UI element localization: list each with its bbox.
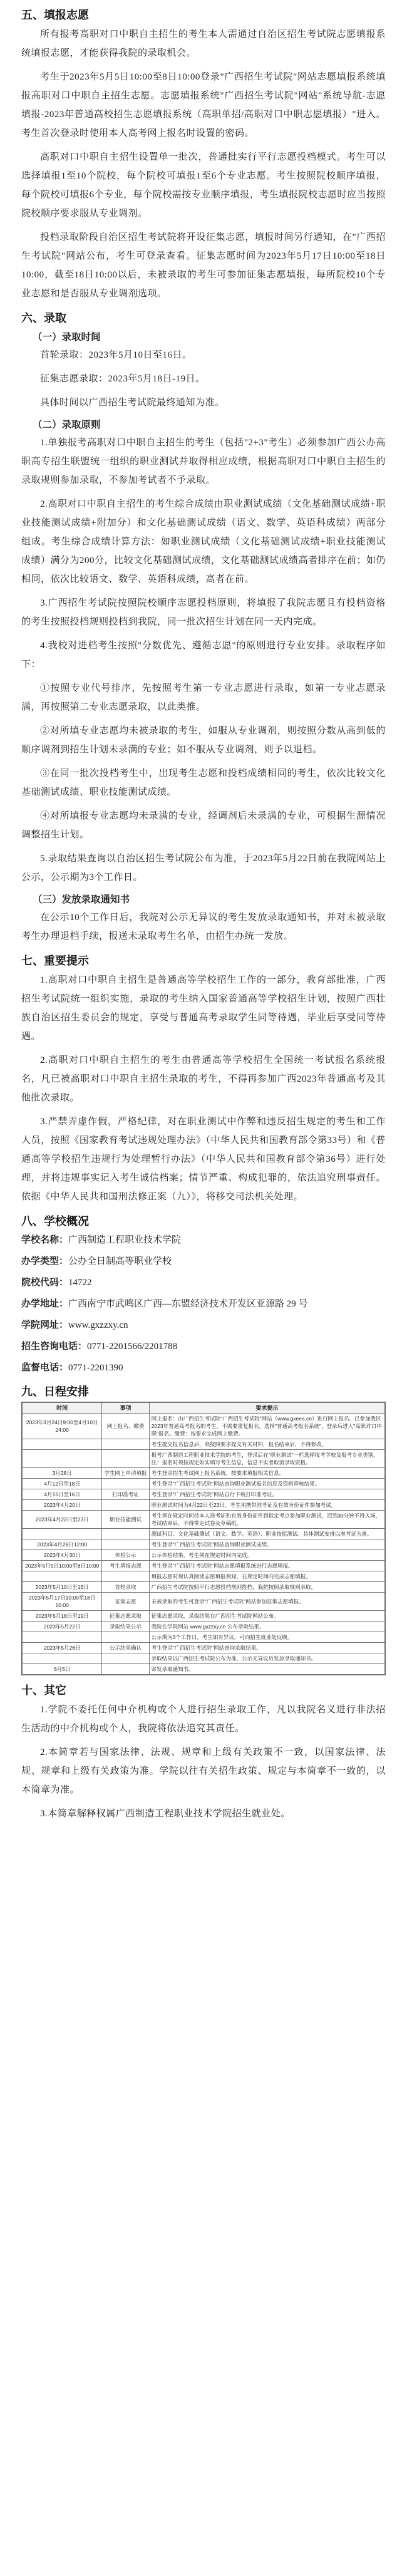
paragraph: 所有报考高职对口中职自主招生的考生本人需通过自治区招生考试院志愿填报系统填报志愿，才能获得我院的录取机会。 (21, 29, 386, 58)
schedule-time-cell: 2023年5月10日至16日 (23, 1582, 102, 1593)
schedule-item-cell (102, 1653, 149, 1664)
schedule-note-cell: 考生须在规定时间持本人准考证和有效身份证件到指定考点参加职业测试，迟到30分钟不得入场，考试结束后，不得带走试卷及草稿纸。 (149, 1511, 384, 1529)
paragraph: 考生于2023年5月5日10:00至8日10:00登录"广西招生考试院"网站志愿填报系统填报高职对口中职自主招生志愿。志愿填报系统"广西招生考试院"网站"系统导航-志愿填报-2023年普通高校招生志愿填报系统（高职单招/高职对口中职志愿填报）"进入。考生首次登录时使用本人高考网上报名时设置的密码。 (21, 72, 386, 138)
schedule-item-cell: 体检公示 (102, 1550, 149, 1561)
school-type: 公办全日制高等职业学校 (68, 1256, 172, 1266)
table-row (23, 1529, 385, 1539)
table-row (23, 1500, 385, 1511)
schedule-time-cell (23, 1450, 102, 1468)
schedule-time-cell: 2023年5月22日 (23, 1622, 102, 1632)
table-row (23, 1593, 385, 1611)
schedule-item-cell (102, 1500, 149, 1511)
paragraph: 2.本简章若与国家法律、法规、规章和上级有关政策不一致，以国家法律、法规、规章和上级有关政策为准。学院以往有关招生政策、规定与本简章不一致的，以本简章为准。 (21, 1747, 386, 1795)
subsection-title: （二）录取原则 (33, 420, 101, 430)
section-title-school-overview: 八、学校概况 (21, 1215, 89, 1228)
paragraph: ②对所填专业志愿均未被录取的考生，如服从专业调剂，则按照分数从高到低的顺序调剂到招生计划未录满的专业；如不服从专业调剂，则予以退档。 (21, 726, 386, 755)
schedule-note-cell: 考生登录"广西招生考试院"网站查询职业测试成绩。 (149, 1539, 384, 1550)
schedule-time-cell (23, 1571, 102, 1582)
school-name: 广西制造工程职业技术学院 (68, 1235, 182, 1245)
schedule-note-cell: 考生提交报名信息后，须按照要求提交有关材料，报名结束后，不得修改。 (149, 1439, 384, 1450)
label: 办学地址： (21, 1299, 69, 1309)
schedule-time-cell: 2023年4月30日 (23, 1550, 102, 1561)
schedule-note-cell: 职业测试时间为4月22日至23日，考生须携带准考证及有效身份证件参加考试。 (149, 1500, 384, 1511)
paragraph: ④对所填报专业志愿均未录满的专业，经调剂后未录满的专业，可根据生源情况调整招生计划。 (21, 811, 386, 840)
table-row (23, 1622, 385, 1632)
section-title-schedule: 九、日程安排 (21, 1385, 89, 1398)
table-row (23, 1664, 385, 1675)
paragraph: 5.录取结果查询以自治区招生考试院公布为准，于2023年5月22日前在我院网站上公示，公示期为3个工作日。 (21, 854, 386, 882)
subsection-title: （三）发放录取通知书 (33, 894, 130, 905)
schedule-table (21, 1402, 386, 1675)
schedule-item-cell: 学生网上申请填报 (102, 1468, 149, 1479)
schedule-time-cell (23, 1632, 102, 1643)
schedule-time-cell: 6月5日 (23, 1664, 102, 1675)
school-website-link[interactable]: www.gxzzxy.cn (68, 1320, 128, 1330)
school-code: 14722 (68, 1278, 92, 1288)
schedule-note-cell: 公示体检结果，考生须在规定时间内完成。 (149, 1550, 384, 1561)
paragraph: 征集志愿录取：2023年5月18日-19日。 (40, 374, 205, 384)
schedule-note-cell: 广西招生考试院按照平行志愿投档规则投档，我院按照录取规则录取。 (149, 1582, 384, 1593)
column-header: 事项 (102, 1403, 149, 1414)
paragraph: 3.本简章解释权属广西制造工程职业技术学院招生就业处。 (40, 1809, 291, 1819)
label: 院校代码： (21, 1278, 69, 1288)
schedule-item-cell: 公示结果确认 (102, 1643, 149, 1653)
table-row (23, 1414, 385, 1439)
table-row (23, 1479, 385, 1489)
paragraph: 高职对口中职自主招生设置单一批次，普通批实行平行志愿投档模式。考生可以选择填报1至10个院校，每个院校可填报1至6个专业志愿。考生按照院校顺序填报，每个院校可填报6个专业，每个院校需按专业顺序填报，考生填报院校志愿时应当按照院校顺序要求服从专业调剂。 (21, 152, 386, 219)
schedule-time-cell (23, 1529, 102, 1539)
table-row (23, 1561, 385, 1571)
column-header: 时间 (23, 1403, 102, 1414)
paragraph: 1.学院不委托任何中介机构或个人进行招生录取工作，凡以我院名义进行非法招生活动的中介机构或个人，我院将依法追究其责任。 (21, 1705, 386, 1734)
schedule-time-cell: 2023年5月18日至19日 (23, 1611, 102, 1622)
schedule-note-cell: 公示期为3个工作日，考生如有异议，可向招生就业处反映。 (149, 1632, 384, 1643)
paragraph: 首轮录取：2023年5月10日至16日。 (40, 350, 192, 360)
table-row (23, 1489, 385, 1500)
schedule-item-cell: 打印准考证 (102, 1489, 149, 1500)
paragraph: 3.广西招生考试院按照院校顺序志愿投档原则，将填报了我院志愿且有投档资格的考生按照投档规则投档到我院，同一批次招生计划在同一天内完成。 (21, 598, 386, 627)
paragraph: 1.单独报考高职对口中职自主招生的考生（包括"2+3"考生）必须参加广西公办高职高专招生联盟统一组织的职业测试并取得相应成绩，根据高职对口中职自主招生的录取规则参加录取，不参加考试者不予录取。 (21, 438, 386, 485)
schedule-time-cell (23, 1439, 102, 1450)
paragraph: ①按照专业代号排序，先按照考生第一专业志愿进行录取，如第一专业志愿录满，再按照第二专业志愿录取，以此类推。 (21, 683, 386, 712)
section-title-volunteer: 五、填报志愿 (21, 9, 89, 21)
schedule-item-cell (102, 1450, 149, 1468)
schedule-item-cell (102, 1529, 149, 1539)
schedule-time-cell: 2023年4月28日12:00 (23, 1539, 102, 1550)
column-header: 要求提示 (149, 1403, 384, 1414)
schedule-note-cell: 考生登录"广西招生考试院"网站自行下载打印准考证。 (149, 1489, 384, 1500)
schedule-item-cell (102, 1632, 149, 1643)
schedule-item-cell (102, 1539, 149, 1550)
paragraph: 4.我校对进档考生按照"分数优先、遵循志愿"的原则进行专业安排。录取程序如下： (21, 641, 386, 670)
admissions-guide (0, 6, 407, 1853)
schedule-note-cell: 考生登录"广西招生考试院"网站查询职业测试报名信息及资格审核结果。 (149, 1479, 384, 1489)
schedule-time-cell: 2023年5月17日10:00至18日10:00 (23, 1593, 102, 1611)
paragraph: ③在同一批次投档考生中，出现考生志愿和投档成绩相同的考生，依次比较文化基础测试成绩、职业技能测试成绩。 (21, 768, 386, 797)
table-row (23, 1550, 385, 1561)
schedule-time-cell: 2023年4月22日至23日 (23, 1511, 102, 1529)
table-row (23, 1539, 385, 1550)
schedule-item-cell (102, 1571, 149, 1582)
schedule-note-cell: 网上报名：由广西招生考试院"广西招生考试院"网站（www.gxeea.cn）进行网上报名。已参加我区2023年普通高考报名的考生，不需要重复报名。选择"普通高考报名系统"，登录后进入"高职对口中职"报名。缴费：按要求完成网上缴费。 (149, 1414, 384, 1439)
subsection-title: （一）录取时间 (33, 332, 101, 343)
schedule-note-cell: 征集志愿录取，录取结果在广西招生考试院网站公布。 (149, 1611, 384, 1622)
schedule-time-cell: 4月15日至16日 (23, 1489, 102, 1500)
paragraph: 1.高职对口中职自主招生是普通高等学校招生工作的一部分，教育部批准，广西招生考试院统一组织实施，录取的考生纳入国家普通高等学校招生计划，按照广西壮族自治区招生委员会的规定，享受与普通高考录取学生同等待遇，毕业后享受同等待遇。 (21, 975, 386, 1042)
schedule-time-cell: 2023年3月24日9:00至4月10日24:00 (23, 1414, 102, 1439)
schedule-note-cell: 考生登录"广西招生考试院"网站查询录取结果。 (149, 1643, 384, 1653)
label: 招生咨询电话： (21, 1342, 88, 1352)
schedule-item-cell: 网上报名、缴费 (102, 1414, 149, 1439)
table-row (23, 1450, 385, 1468)
schedule-note-cell: 我院在学院网站 www.gxzzxy.cn 公布录取结果。 (149, 1622, 384, 1632)
table-row (23, 1582, 385, 1593)
table-row (23, 1439, 385, 1450)
section-title-notices: 七、重要提示 (21, 954, 89, 967)
schedule-note-cell: 录取结果以广西招生考试院公布为准，公示无异议后发放录取通知书。 (149, 1653, 384, 1664)
label: 办学类型： (21, 1256, 69, 1266)
schedule-item-cell: 征集志愿 (102, 1593, 149, 1611)
schedule-item-cell (102, 1479, 149, 1489)
schedule-note-cell: 考生登录"广西招生考试院"网站志愿填报系统进行志愿填报。 (149, 1561, 384, 1571)
schedule-time-cell: 4月12日至18日 (23, 1479, 102, 1489)
schedule-note-cell: 报考广西制造工程职业技术学院的考生，登录后在"职业测试"一栏选择报考学校及报考专业类别。注：报名时须按规定如实填写考生信息，信息不实者取消录取资格。 (149, 1450, 384, 1468)
label: 监督电话： (21, 1363, 69, 1373)
paragraph: 投档录取阶段自治区招生考试院将开设征集志愿，填报时间另行通知，在"广西招生考试院"网站公布，考生可登录查看。征集志愿时间为2023年5月17日10:00至18日10:00，截至18日10:00以后，未被录取的考生可参加征集志愿填报，每所院校10个专业志愿和是否服从专业调剂选项。 (21, 232, 386, 299)
section-title-admission: 六、录取 (21, 312, 66, 324)
table-row (23, 1653, 385, 1664)
schedule-item-cell: 首轮录取 (102, 1582, 149, 1593)
schedule-time-cell: 2023年5月26日 (23, 1643, 102, 1653)
label: 学校名称： (21, 1235, 69, 1245)
table-row (23, 1632, 385, 1643)
paragraph: 3.严禁弄虚作假，严格纪律，对在职业测试中作弊和违反招生规定的考生和工作人员，按照《国家教育考试违规处理办法》（中华人民共和国教育部令第33号）和《普通高等学校招生违规行为处理暂行办法》（中华人民共和国教育部令第36号）进行处理，并将违规事实记入考生诚信档案；情节严重、构成犯罪的，依法追究刑事责任。依据《中华人民共和国刑法修正案（九）》，将移交司法机关处理。 (21, 1117, 386, 1202)
schedule-note-cell: 寄发录取通知书。 (149, 1664, 384, 1675)
schedule-item-cell: 录取结果公示 (102, 1622, 149, 1632)
school-address: 广西南宁市武鸣区广西—东盟经济技术开发区亚源路 29 号 (68, 1299, 308, 1309)
table-row (23, 1571, 385, 1582)
table-row (23, 1511, 385, 1529)
paragraph: 2.高职对口中职自主招生的考生综合成绩由职业测试成绩（文化基础测试成绩+职业技能测试成绩+附加分）和文化基础测试成绩（语文、数学、英语科成绩）两部分组成。考生综合成绩计算方法：如职业测试成绩（文化基础测试成绩+职业技能测试成绩）满分为200分，比较文化基础测试成绩，文化基础测试成绩高者排序在前；如仍相同，依次比较语文、数学、英语科成绩，高者在前。 (21, 499, 386, 584)
schedule-item-cell: 考生填报志愿 (102, 1561, 149, 1571)
schedule-note-cell: 填报志愿时须认真阅读志愿填报须知，在规定时间内完成志愿填报。 (149, 1571, 384, 1582)
school-info (21, 1231, 386, 1377)
table-row (23, 1468, 385, 1479)
label: 学院网址： (21, 1320, 69, 1330)
schedule-item-cell: 职业技能测试 (102, 1511, 149, 1529)
table-row (23, 1611, 385, 1622)
table-header-row (23, 1403, 385, 1414)
schedule-time-cell: 2023年5月5日10:00至8日10:00 (23, 1561, 102, 1571)
schedule-item-cell (102, 1664, 149, 1675)
table-row (23, 1643, 385, 1653)
schedule-time-cell: 2023年4月20日 (23, 1500, 102, 1511)
paragraph: 在公示10个工作日后，我院对公示无异议的考生发放录取通知书，并对未被录取考生办理退档手续，报送未录取考生名单，由招生办统一发放。 (21, 913, 386, 941)
paragraph: 2.高职对口中职自主招生的考生由普通高等学校招生全国统一考试报名系统报名，凡已被高职对口中职自主招生录取的考生，不得再参加广西2023年普通高考及其他批次录取。 (21, 1055, 386, 1103)
schedule-note-cell: 测试科目：文化基础测试（语文、数学、英语）、职业技能测试。具体测试安排以准考证为准。 (149, 1529, 384, 1539)
schedule-note-cell: 未被录取的考生可登录"广西招生考试院"网站参加征集志愿填报。 (149, 1593, 384, 1611)
supervision-phone: 0771-2201390 (68, 1363, 123, 1373)
section-title-other: 十、其它 (21, 1684, 66, 1697)
schedule-item-cell: 征集志愿录取 (102, 1611, 149, 1622)
schedule-time-cell (23, 1653, 102, 1664)
schedule-body (23, 1414, 385, 1675)
admission-phone: 0771-2201566/2201788 (87, 1342, 178, 1352)
schedule-time-cell: 3月28日 (23, 1468, 102, 1479)
schedule-note-cell: 考生登录招生考试网上报名系统，按要求填报相关信息。 (149, 1468, 384, 1479)
paragraph: 具体时间以广西招生考试院最终通知为准。 (40, 398, 225, 408)
schedule-item-cell (102, 1439, 149, 1450)
